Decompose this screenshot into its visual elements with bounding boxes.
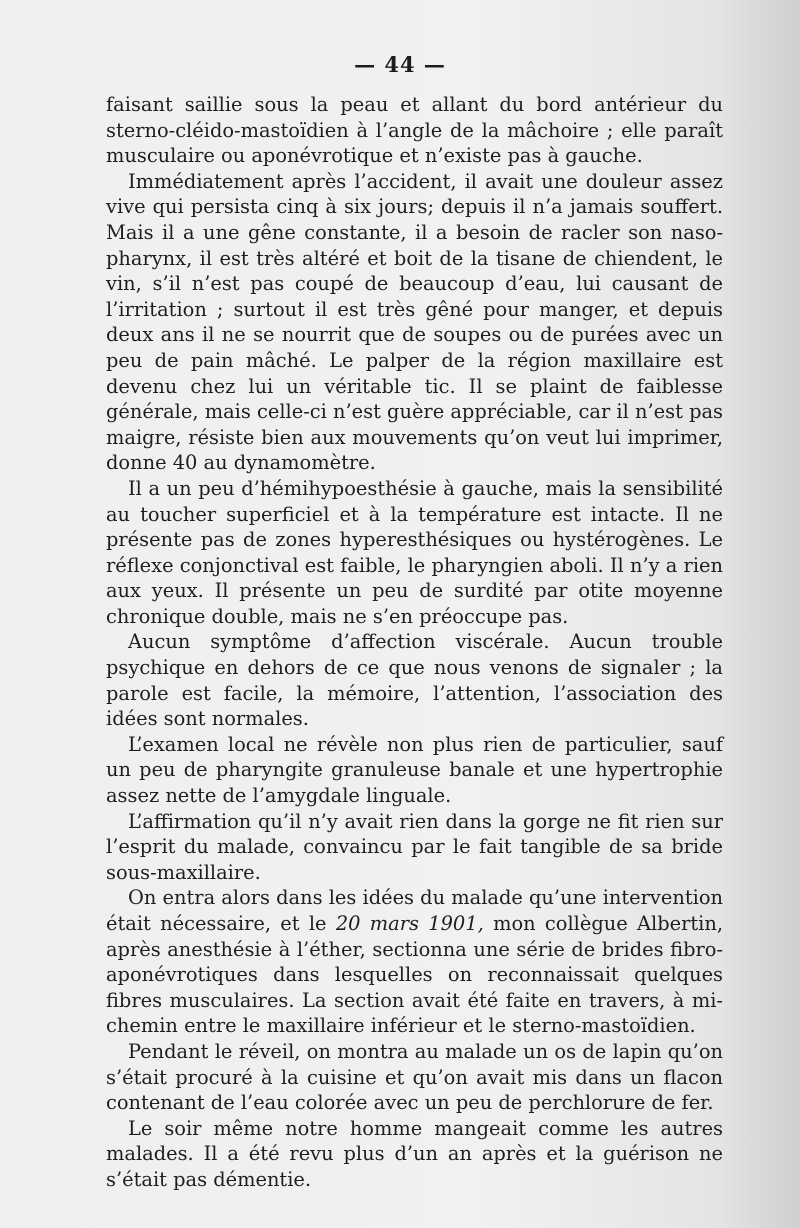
paragraph-sensibility: Il a un peu d’hémihypoesthésie à gauche, mais la sensibilité au toucher superficiel et à la température est intacte. Il ne présente pas de zones hyperesthésiques ou hystérogènes. Le réflexe conjonctival est faible, le pharyngien aboli. Il n’y a rien aux yeux. Il présente un peu de surdité par otite moyenne chronique double, mais ne s’en préoccupe pas. bbox=[106, 476, 723, 628]
paragraph-intervention bbox=[106, 885, 723, 1039]
page-number: — 44 — bbox=[354, 52, 446, 77]
body-text bbox=[106, 92, 723, 1193]
paragraph-visceral: Aucun symptôme d’affection viscérale. Aucun trouble psychique en dehors de ce que nous venons de signaler ; la parole est facile, la mémoire, l’attention, l’association des idées sont normales. bbox=[106, 630, 723, 731]
paragraph-continuation: faisant saillie sous la peau et allant du bord antérieur du sterno-cléido-mastoïdien à l’angle de la mâchoire ; elle paraît musculaire ou aponévrotique et n’existe pas à gauche. bbox=[106, 93, 723, 168]
intervention-text-after: mon collègue Albertin, après anesthésie à l’éther, sectionna une série de brides fibro-aponévrotiques dans lesquelles on reconnaissait quelques fibres musculaires. La section avait été faite en travers, à mi-chemin entre le maxillaire inférieur et le sterno-mastoïdien. bbox=[106, 912, 724, 1038]
intervention-text-before: On entra alors dans les idées du malade qu’une intervention était nécessaire, et le bbox=[106, 886, 723, 935]
intervention-date: 20 mars 1901, bbox=[335, 912, 484, 935]
paragraph-awakening: Pendant le réveil, on montra au malade un os de lapin qu’on s’était procuré à la cuisine et qu’on avait mis dans un flacon contenant de l’eau colorée avec un peu de perchlorure de fer. bbox=[106, 1039, 723, 1115]
paragraph-symptoms: Immédiatement après l’accident, il avait une douleur assez vive qui persista cinq à six jours; depuis il n’a jamais souffert. Mais il a une gêne constante, il a besoin de racler son naso-pharynx, il est très altéré et boit de la tisane de chiendent, le vin, s’il n’est pas coupé de beaucoup d’eau, lui causant de l’irritation ; surtout il est très gêné pour manger, et depuis deux ans il ne se nourrit que de soupes ou de purées avec un peu de pain mâché. Le palper de la région maxillaire est devenu chez lui un véritable tic. Il se plaint de faiblesse générale, mais celle-ci n’est guère appréciable, car il n’est pas maigre, résiste bien aux mouvements qu’on veut lui imprimer, donne 40 au dynamomètre. bbox=[106, 169, 723, 475]
paragraph-affirmation: L’affirmation qu’il n’y avait rien dans la gorge ne fit rien sur l’esprit du malade, convaincu par le fait tangible de sa bride sous-maxillaire. bbox=[106, 809, 723, 884]
paragraph-local-exam: L’examen local ne révèle non plus rien de particulier, sauf un peu de pharyngite granuleuse banale et une hypertrophie assez nette de l’amygdale linguale. bbox=[106, 732, 723, 808]
paragraph-outcome: Le soir même notre homme mangeait comme les autres malades. Il a été revu plus d’un an après et la guérison ne s’était pas démentie. bbox=[106, 1116, 723, 1191]
